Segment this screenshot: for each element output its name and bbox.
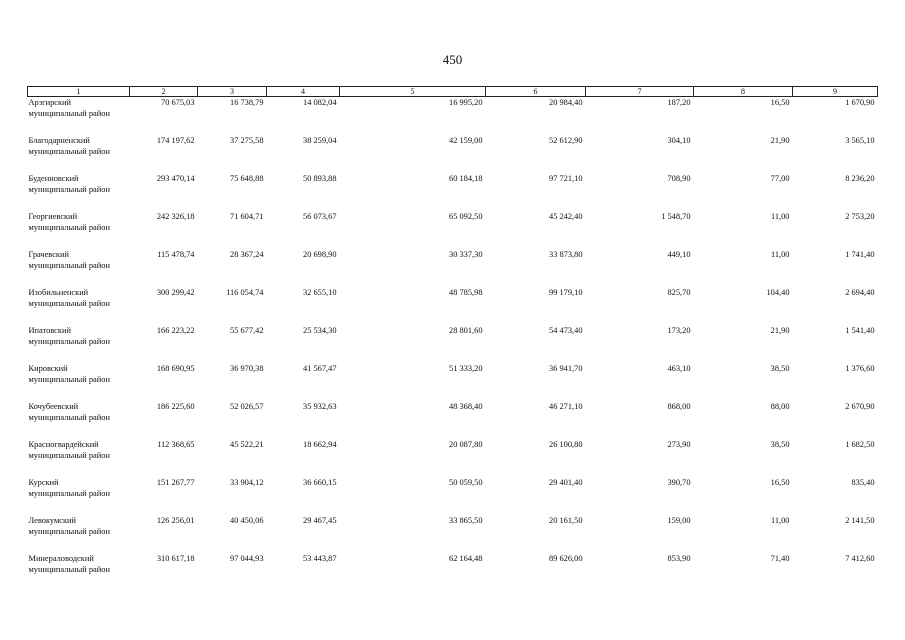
- value-cell: 300 299,42: [156, 288, 195, 297]
- district-name-line1: Кировский: [28, 364, 68, 373]
- value-cell: 835,40: [851, 478, 875, 487]
- district-name-line2: муниципальный район: [28, 147, 110, 156]
- value-cell: 16 995,20: [449, 98, 483, 107]
- value-cell: 54 473,40: [549, 326, 583, 335]
- value-cell: 126 256,01: [156, 516, 195, 525]
- value-cell: 40 450,06: [230, 516, 264, 525]
- district-name-line1: Буденновский: [28, 174, 79, 183]
- value-cell: 50 893,88: [303, 174, 337, 183]
- value-cell: 166 223,22: [156, 326, 195, 335]
- value-cell: 46 271,10: [549, 402, 583, 411]
- value-cell: 168 690,95: [156, 364, 195, 373]
- value-cell: 62 164,48: [449, 554, 483, 563]
- value-cell: 7 412,60: [845, 554, 875, 563]
- column-header: 4: [267, 87, 340, 97]
- value-cell: 1 548,70: [661, 212, 691, 221]
- table-row: [28, 97, 878, 136]
- value-cell: 65 092,50: [449, 212, 483, 221]
- value-cell: 14 082,04: [303, 98, 337, 107]
- column-number-row: [28, 87, 878, 97]
- value-cell: 310 617,18: [156, 554, 195, 563]
- district-name: [28, 325, 130, 363]
- value-cell: 20 087,80: [449, 440, 483, 449]
- district-name: [28, 173, 130, 211]
- table-body: [28, 97, 878, 592]
- table-row: [28, 249, 878, 287]
- value-cell: 33 904,12: [230, 478, 264, 487]
- table-row: [28, 477, 878, 515]
- value-cell: 16,50: [770, 98, 790, 107]
- value-cell: 21,90: [770, 136, 790, 145]
- value-cell: 42 159,00: [449, 136, 483, 145]
- value-cell: 2 141,50: [845, 516, 875, 525]
- value-cell: 36 941,70: [549, 364, 583, 373]
- value-cell: 20 161,50: [549, 516, 583, 525]
- value-cell: 71,40: [770, 554, 790, 563]
- column-header: 2: [130, 87, 198, 97]
- table-header: [28, 87, 878, 97]
- value-cell: 3 565,10: [845, 136, 875, 145]
- value-cell: 242 326,18: [156, 212, 195, 221]
- value-cell: 75 648,88: [230, 174, 264, 183]
- district-name: [28, 249, 130, 287]
- district-name-line2: муниципальный район: [28, 413, 110, 422]
- table-row: [28, 363, 878, 401]
- value-cell: 37 275,58: [230, 136, 264, 145]
- value-cell: 18 662,94: [303, 440, 337, 449]
- column-header: 1: [28, 87, 130, 97]
- district-name: [28, 97, 130, 136]
- value-cell: 104,40: [766, 288, 790, 297]
- value-cell: 52 612,90: [549, 136, 583, 145]
- value-cell: 89 626,00: [549, 554, 583, 563]
- value-cell: 2 694,40: [845, 288, 875, 297]
- district-name: [28, 477, 130, 515]
- value-cell: 1 541,40: [845, 326, 875, 335]
- value-cell: 71 604,71: [230, 212, 264, 221]
- value-cell: 38 259,04: [303, 136, 337, 145]
- district-name: [28, 553, 130, 591]
- value-cell: 1 376,60: [845, 364, 875, 373]
- data-table: [27, 86, 878, 591]
- table-row: [28, 173, 878, 211]
- value-cell: 463,10: [667, 364, 691, 373]
- value-cell: 77,00: [770, 174, 790, 183]
- value-cell: 36 660,15: [303, 478, 337, 487]
- table-row: [28, 135, 878, 173]
- value-cell: 36 970,38: [230, 364, 264, 373]
- district-name-line1: Благодарненский: [28, 136, 90, 145]
- column-header: 8: [694, 87, 793, 97]
- value-cell: 2 753,20: [845, 212, 875, 221]
- district-name: [28, 135, 130, 173]
- value-cell: 45 242,40: [549, 212, 583, 221]
- district-name-line1: Грачевский: [28, 250, 69, 259]
- value-cell: 11,00: [770, 516, 790, 525]
- value-cell: 20 698,90: [303, 250, 337, 259]
- table-row: [28, 325, 878, 363]
- district-name-line2: муниципальный район: [28, 261, 110, 270]
- value-cell: 41 567,47: [303, 364, 337, 373]
- value-cell: 868,00: [667, 402, 691, 411]
- page-number: 450: [442, 52, 463, 67]
- district-name: [28, 287, 130, 325]
- value-cell: 115 478,74: [157, 250, 195, 259]
- value-cell: 26 100,80: [549, 440, 583, 449]
- value-cell: 32 655,10: [303, 288, 337, 297]
- value-cell: 30 337,30: [449, 250, 483, 259]
- value-cell: 825,70: [667, 288, 691, 297]
- value-cell: 304,10: [667, 136, 691, 145]
- district-name-line2: муниципальный район: [28, 299, 110, 308]
- district-name-line2: муниципальный район: [28, 451, 110, 460]
- value-cell: 187,20: [667, 98, 691, 107]
- value-cell: 293 470,14: [156, 174, 195, 183]
- value-cell: 1 670,90: [845, 98, 875, 107]
- value-cell: 173,20: [667, 326, 691, 335]
- column-header: 5: [340, 87, 486, 97]
- column-header: 7: [586, 87, 694, 97]
- value-cell: 33 873,80: [549, 250, 583, 259]
- column-header: 6: [486, 87, 586, 97]
- value-cell: 449,10: [667, 250, 691, 259]
- district-name-line2: муниципальный район: [28, 185, 110, 194]
- district-name: [28, 439, 130, 477]
- district-name-line2: муниципальный район: [28, 527, 110, 536]
- value-cell: 48 785,98: [449, 288, 483, 297]
- value-cell: 28 367,24: [230, 250, 264, 259]
- district-name-line1: Кочубеевский: [28, 402, 79, 411]
- value-cell: 55 677,42: [230, 326, 264, 335]
- value-cell: 88,00: [770, 402, 790, 411]
- value-cell: 97 044,93: [230, 554, 264, 563]
- value-cell: 53 443,87: [303, 554, 337, 563]
- value-cell: 1 741,40: [845, 250, 875, 259]
- value-cell: 20 984,40: [549, 98, 583, 107]
- value-cell: 2 670,90: [845, 402, 875, 411]
- column-header: 3: [198, 87, 267, 97]
- table-row: [28, 211, 878, 249]
- value-cell: 29 401,40: [549, 478, 583, 487]
- value-cell: 1 682,50: [845, 440, 875, 449]
- value-cell: 16,50: [770, 478, 790, 487]
- table-row: [28, 287, 878, 325]
- value-cell: 25 534,30: [303, 326, 337, 335]
- district-name-line1: Георгиевский: [28, 212, 78, 221]
- value-cell: 116 054,74: [226, 288, 264, 297]
- value-cell: 11,00: [770, 212, 790, 221]
- district-name: [28, 211, 130, 249]
- table-row: [28, 515, 878, 553]
- value-cell: 97 721,10: [549, 174, 583, 183]
- value-cell: 708,90: [667, 174, 691, 183]
- value-cell: 174 197,62: [156, 136, 195, 145]
- district-name-line1: Минераловодский: [28, 554, 94, 563]
- value-cell: 21,90: [770, 326, 790, 335]
- district-name-line2: муниципальный район: [28, 109, 110, 118]
- district-name-line2: муниципальный район: [28, 223, 110, 232]
- value-cell: 186 225,60: [156, 402, 195, 411]
- value-cell: 48 368,40: [449, 402, 483, 411]
- value-cell: 38,50: [770, 440, 790, 449]
- value-cell: 8 236,20: [845, 174, 875, 183]
- table-row: [28, 553, 878, 591]
- district-name: [28, 401, 130, 439]
- value-cell: 35 932,63: [303, 402, 337, 411]
- district-name: [28, 515, 130, 553]
- district-name: [28, 363, 130, 401]
- value-cell: 16 738,79: [230, 98, 264, 107]
- value-cell: 29 467,45: [303, 516, 337, 525]
- district-name-line1: Изобильненский: [28, 288, 89, 297]
- value-cell: 50 059,50: [449, 478, 483, 487]
- district-name-line1: Красногвардейский: [28, 440, 99, 449]
- district-name-line2: муниципальный район: [28, 337, 110, 346]
- value-cell: 33 865,50: [449, 516, 483, 525]
- district-name-line2: муниципальный район: [28, 375, 110, 384]
- value-cell: 45 522,21: [230, 440, 264, 449]
- value-cell: 112 368,65: [157, 440, 195, 449]
- district-name-line2: муниципальный район: [28, 489, 110, 498]
- district-name-line1: Левокумский: [28, 516, 77, 525]
- value-cell: 11,00: [770, 250, 790, 259]
- value-cell: 159,00: [667, 516, 691, 525]
- district-name-line1: Ипатовский: [28, 326, 71, 335]
- value-cell: 70 675,03: [161, 98, 195, 107]
- column-header: 9: [793, 87, 878, 97]
- value-cell: 28 801,60: [449, 326, 483, 335]
- value-cell: 273,90: [667, 440, 691, 449]
- district-name-line1: Курский: [28, 478, 59, 487]
- value-cell: 151 267,77: [156, 478, 195, 487]
- value-cell: 853,90: [667, 554, 691, 563]
- value-cell: 390,70: [667, 478, 691, 487]
- value-cell: 51 333,20: [449, 364, 483, 373]
- value-cell: 56 073,67: [303, 212, 337, 221]
- value-cell: 38,50: [770, 364, 790, 373]
- value-cell: 60 184,18: [449, 174, 483, 183]
- value-cell: 52 026,57: [230, 402, 264, 411]
- table-row: [28, 401, 878, 439]
- value-cell: 99 179,10: [549, 288, 583, 297]
- table-row: [28, 439, 878, 477]
- district-name-line2: муниципальный район: [28, 565, 110, 574]
- district-name-line1: Арзгирский: [28, 98, 72, 107]
